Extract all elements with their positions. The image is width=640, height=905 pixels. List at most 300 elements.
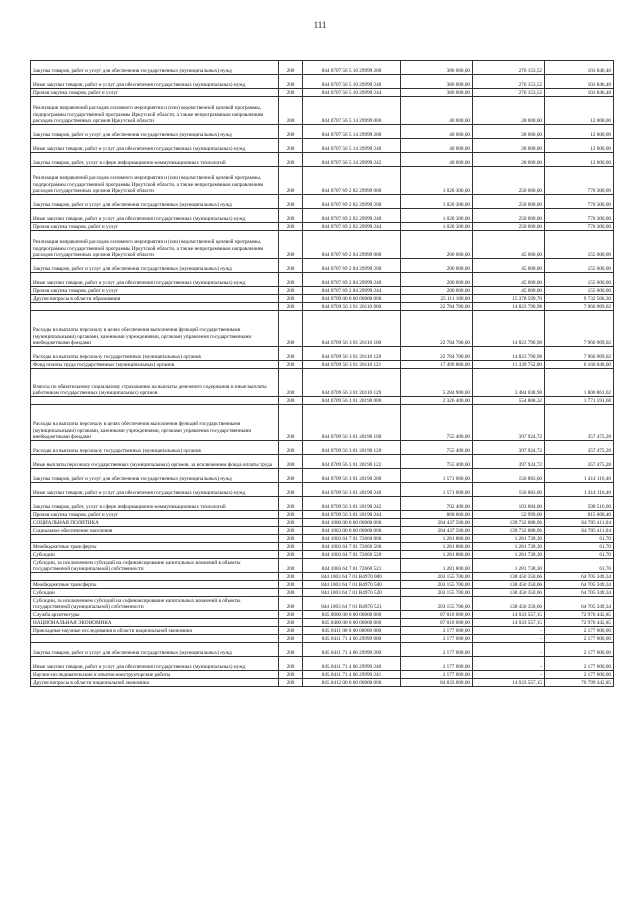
approved-amount: 2 177 000,00: [401, 643, 473, 657]
table-row: [31, 347, 614, 361]
budget-classification-code: 845 0411 71 4 06 29999 000: [303, 635, 401, 643]
table-row: [31, 397, 614, 405]
line-code: 200: [279, 273, 303, 287]
line-code: 200: [279, 195, 303, 209]
executed-amount: 138 450 350,66: [473, 589, 545, 597]
approved-amount: 40 000,00: [401, 125, 473, 139]
line-code: 200: [279, 573, 303, 581]
table-row: [31, 303, 614, 311]
unexecuted-amount: 7 960 909,02: [545, 303, 614, 311]
unexecuted-amount: 12 000,00: [545, 97, 614, 125]
executed-amount: 138 450 350,66: [473, 597, 545, 611]
budget-classification-code: 844 1003 64 7 01 R4970 520: [303, 589, 401, 597]
approved-amount: 2 177 000,00: [401, 657, 473, 671]
line-code: 200: [279, 303, 303, 311]
line-code: 200: [279, 311, 303, 347]
executed-amount: 139 732 088,96: [473, 519, 545, 527]
line-code: 200: [279, 581, 303, 589]
unexecuted-amount: 598 516,00: [545, 497, 614, 511]
unexecuted-amount: 2 177 000,00: [545, 635, 614, 643]
executed-amount: 45 000,00: [473, 273, 545, 287]
budget-classification-code: 845 0411 71 4 06 29999 200: [303, 643, 401, 657]
executed-amount: 14 033 557,15: [473, 619, 545, 627]
approved-amount: 40 000,00: [401, 153, 473, 167]
approved-amount: 1 281 800,00: [401, 551, 473, 559]
table-row: [31, 405, 614, 441]
expense-name: Закупка товаров, работ, услуг в сфере информационно-коммуникационных технологий: [31, 497, 279, 511]
approved-amount: 87 010 000,00: [401, 611, 473, 619]
approved-amount: 40 000,00: [401, 139, 473, 153]
approved-amount: 1 571 000,00: [401, 469, 473, 483]
line-code: 200: [279, 231, 303, 259]
executed-amount: 156 883,60: [473, 469, 545, 483]
table-row: [31, 671, 614, 679]
budget-classification-code: 844 0709 56 3 01 20110 000: [303, 303, 401, 311]
unexecuted-amount: 61,70: [545, 559, 614, 573]
budget-classification-code: 844 0707 56 5 10 29999 240: [303, 75, 401, 89]
expense-name: Субсидии, за исключением субсидий на софинансирование капитальных вложений в объекты государственной (муниципальной) собственности: [31, 597, 279, 611]
approved-amount: 40 000,00: [401, 97, 473, 125]
budget-classification-code: 844 0707 56 5 14 29999 242: [303, 153, 401, 167]
expense-name: Иные закупки товаров, работ и услуг для обеспечения государственных (муниципальных) нужд: [31, 657, 279, 671]
line-code: 200: [279, 483, 303, 497]
table-row: [31, 97, 614, 125]
executed-amount: -: [473, 627, 545, 635]
budget-classification-code: 844 0707 56 5 14 29999 240: [303, 139, 401, 153]
executed-amount: 250 000,00: [473, 195, 545, 209]
unexecuted-amount: 64 705 349,34: [545, 597, 614, 611]
executed-amount: 14 823 790,98: [473, 347, 545, 361]
expense-name: [31, 573, 279, 581]
unexecuted-amount: 12 000,00: [545, 125, 614, 139]
expense-name: Иные закупки товаров, работ и услуг для обеспечения государственных (муниципальных) нужд: [31, 209, 279, 223]
executed-amount: 103 884,00: [473, 497, 545, 511]
unexecuted-amount: 1 800 861,02: [545, 369, 614, 397]
line-code: 200: [279, 361, 303, 369]
budget-classification-code: 844 0707 69 2 02 29999 200: [303, 195, 401, 209]
approved-amount: 84 833 000,00: [401, 679, 473, 687]
unexecuted-amount: 1 771 591,68: [545, 397, 614, 405]
table-row: [31, 497, 614, 511]
line-code: 200: [279, 223, 303, 231]
expense-name: Другие вопросы в области национальной экономики: [31, 679, 279, 687]
page-number: 111: [313, 20, 327, 30]
expense-name: Расходы на выплаты персоналу государственных (муниципальных) органов: [31, 441, 279, 455]
approved-amount: 87 010 000,00: [401, 619, 473, 627]
executed-amount: 28 000,00: [473, 153, 545, 167]
executed-amount: 156 883,60: [473, 483, 545, 497]
line-code: 200: [279, 259, 303, 273]
executed-amount: -: [473, 657, 545, 671]
budget-classification-code: 844 0709 56 3 01 20190 100: [303, 405, 401, 441]
budget-classification-code: 844 0709 56 3 01 20110 121: [303, 361, 401, 369]
executed-amount: 14 823 790,98: [473, 303, 545, 311]
approved-amount: 1 281 800,00: [401, 543, 473, 551]
approved-amount: 702 400,00: [401, 497, 473, 511]
expense-name: [31, 535, 279, 543]
expense-name: Научно-исследовательские и опытно-конструкторские работы: [31, 671, 279, 679]
budget-classification-code: 844 0707 56 5 10 29999 200: [303, 61, 401, 75]
executed-amount: 1 281 738,30: [473, 551, 545, 559]
unexecuted-amount: 61,70: [545, 551, 614, 559]
table-row: [31, 195, 614, 209]
budget-classification-code: 844 0709 56 3 01 20190 000: [303, 397, 401, 405]
executed-amount: 397 924,72: [473, 405, 545, 441]
executed-amount: 45 000,00: [473, 287, 545, 295]
line-code: 200: [279, 441, 303, 455]
approved-amount: 2 177 000,00: [401, 671, 473, 679]
budget-classification-code: 844 0709 56 3 01 20190 244: [303, 511, 401, 519]
approved-amount: 203 155 700,00: [401, 589, 473, 597]
approved-amount: 1 020 300,00: [401, 209, 473, 223]
budget-classification-code: 844 0709 56 3 01 20110 100: [303, 311, 401, 347]
line-code: 200: [279, 469, 303, 483]
table-row: [31, 511, 614, 519]
approved-amount: 868 600,00: [401, 511, 473, 519]
table-row: [31, 519, 614, 527]
unexecuted-amount: 64 705 349,34: [545, 589, 614, 597]
executed-amount: 3 484 038,98: [473, 369, 545, 397]
budget-classification-code: 844 0707 69 2 04 29999 240: [303, 273, 401, 287]
approved-amount: 2 177 000,00: [401, 635, 473, 643]
table-row: [31, 679, 614, 687]
budget-classification-code: 844 0707 69 2 04 29999 200: [303, 259, 401, 273]
approved-amount: 25 111 100,00: [401, 295, 473, 303]
line-code: 200: [279, 61, 303, 75]
unexecuted-amount: 155 000,00: [545, 259, 614, 273]
executed-amount: 554 808,32: [473, 397, 545, 405]
expense-name: Закупка товаров, работ, услуг в сфере информационно-коммуникационных технологий: [31, 153, 279, 167]
line-code: 200: [279, 167, 303, 195]
expense-name: Закупка товаров, работ и услуг для обеспечения государственных (муниципальных) нужд: [31, 469, 279, 483]
table-row: [31, 543, 614, 551]
table-row: [31, 153, 614, 167]
executed-amount: 28 000,00: [473, 139, 545, 153]
unexecuted-amount: 357 475,28: [545, 455, 614, 469]
table-row: [31, 627, 614, 635]
budget-classification-code: 844 0707 69 2 02 29999 244: [303, 223, 401, 231]
table-row: [31, 295, 614, 303]
unexecuted-amount: 155 000,00: [545, 273, 614, 287]
executed-amount: 14 033 557,15: [473, 679, 545, 687]
unexecuted-amount: 155 000,00: [545, 231, 614, 259]
budget-table: [30, 60, 614, 687]
line-code: 200: [279, 535, 303, 543]
line-code: 200: [279, 679, 303, 687]
executed-amount: 28 000,00: [473, 125, 545, 139]
approved-amount: 203 155 700,00: [401, 573, 473, 581]
approved-amount: 2 177 000,00: [401, 627, 473, 635]
unexecuted-amount: 1 414 116,40: [545, 483, 614, 497]
line-code: 200: [279, 551, 303, 559]
expense-name: Расходы на выплаты персоналу государственных (муниципальных) органов: [31, 347, 279, 361]
expense-name: Прочая закупка товаров, работ и услуг: [31, 287, 279, 295]
line-code: 200: [279, 671, 303, 679]
budget-classification-code: 844 1003 64 7 01 R4970 500: [303, 581, 401, 589]
executed-amount: 276 153,52: [473, 61, 545, 75]
line-code: 200: [279, 597, 303, 611]
table-row: [31, 535, 614, 543]
table-row: [31, 643, 614, 657]
budget-classification-code: 844 0707 69 2 04 29999 244: [303, 287, 401, 295]
line-code: 200: [279, 125, 303, 139]
line-code: 200: [279, 497, 303, 511]
budget-classification-code: 844 1003 64 7 01 72660 521: [303, 559, 401, 573]
approved-amount: 203 155 700,00: [401, 597, 473, 611]
executed-amount: -: [473, 635, 545, 643]
expense-name: Прочая закупка товаров, работ и услуг: [31, 89, 279, 97]
line-code: 200: [279, 619, 303, 627]
unexecuted-amount: 64 705 349,34: [545, 581, 614, 589]
approved-amount: 755 400,00: [401, 455, 473, 469]
unexecuted-amount: 103 846,48: [545, 75, 614, 89]
unexecuted-amount: 61,70: [545, 543, 614, 551]
unexecuted-amount: 770 300,00: [545, 223, 614, 231]
expense-name: Взносы по обязательному социальному страхованию на выплаты денежного содержания и иные выплаты работникам государственных (муниципальных) органов: [31, 369, 279, 397]
budget-classification-code: 845 0411 00 0 00 00000 000: [303, 627, 401, 635]
expense-name: [31, 303, 279, 311]
budget-classification-code: 844 0707 56 5 10 29999 244: [303, 89, 401, 97]
unexecuted-amount: 72 976 442,85: [545, 611, 614, 619]
unexecuted-amount: 103 846,48: [545, 89, 614, 97]
line-code: 200: [279, 611, 303, 619]
executed-amount: 15 378 599,70: [473, 295, 545, 303]
table-row: [31, 167, 614, 195]
executed-amount: 11 339 752,00: [473, 361, 545, 369]
expense-name: Межбюджетные трансферты: [31, 543, 279, 551]
approved-amount: 1 020 300,00: [401, 167, 473, 195]
expense-name: Расходы на выплаты персоналу в целях обеспечения выполнения функций государственными (муниципальными) органами, казенными учреждениями, органами управления государственными внебюджетными фондами: [31, 311, 279, 347]
approved-amount: 5 284 900,00: [401, 369, 473, 397]
expense-name: Закупка товаров, работ и услуг для обеспечения государственных (муниципальных) нужд: [31, 125, 279, 139]
expense-name: Закупка товаров, работ и услуг для обеспечения государственных (муниципальных) нужд: [31, 259, 279, 273]
approved-amount: 2 326 400,00: [401, 397, 473, 405]
approved-amount: 755 400,00: [401, 405, 473, 441]
line-code: 200: [279, 97, 303, 125]
unexecuted-amount: 7 960 909,02: [545, 347, 614, 361]
budget-classification-code: 844 1003 64 7 01 72660 500: [303, 543, 401, 551]
expense-name: Прочая закупка товаров, работ и услуг: [31, 223, 279, 231]
expense-name: Иные закупки товаров, работ и услуг для обеспечения государственных (муниципальных) нужд: [31, 75, 279, 89]
table-row: [31, 369, 614, 397]
approved-amount: 200 000,00: [401, 231, 473, 259]
executed-amount: 45 000,00: [473, 231, 545, 259]
line-code: 200: [279, 657, 303, 671]
executed-amount: 139 732 088,96: [473, 527, 545, 535]
budget-classification-code: 844 0709 56 3 01 20190 240: [303, 483, 401, 497]
table-row: [31, 619, 614, 627]
expense-name: Фонд оплаты труда государственных (муниципальных) органов: [31, 361, 279, 369]
line-code: 200: [279, 397, 303, 405]
line-code: 200: [279, 153, 303, 167]
executed-amount: 52 999,60: [473, 511, 545, 519]
approved-amount: 1 571 000,00: [401, 483, 473, 497]
budget-classification-code: 844 0707 56 5 14 29999 000: [303, 97, 401, 125]
table-row: [31, 483, 614, 497]
line-code: 200: [279, 89, 303, 97]
budget-classification-code: 844 0707 69 2 04 29999 000: [303, 231, 401, 259]
approved-amount: 17 499 800,00: [401, 361, 473, 369]
budget-classification-code: 844 1003 64 7 01 R4970 521: [303, 597, 401, 611]
table-row: [31, 125, 614, 139]
budget-classification-code: 844 1003 64 7 01 72660 000: [303, 535, 401, 543]
approved-amount: 204 437 500,00: [401, 519, 473, 527]
executed-amount: 397 924,72: [473, 455, 545, 469]
line-code: 200: [279, 635, 303, 643]
executed-amount: 1 281 738,30: [473, 559, 545, 573]
executed-amount: -: [473, 643, 545, 657]
expense-name: Субсидии: [31, 551, 279, 559]
line-code: 200: [279, 75, 303, 89]
line-code: 200: [279, 347, 303, 361]
expense-name: Реализация направлений расходов основного мероприятия и (или) ведомственной целевой программы, подпрограммы государственной программы Иркутской области, а также непрограммным направлениям расходов государственных органов Иркутской области: [31, 231, 279, 259]
approved-amount: 22 784 700,00: [401, 303, 473, 311]
table-row: [31, 597, 614, 611]
executed-amount: 250 000,00: [473, 167, 545, 195]
budget-classification-code: 845 0411 71 4 06 29999 240: [303, 657, 401, 671]
executed-amount: 28 000,00: [473, 97, 545, 125]
executed-amount: 276 153,52: [473, 89, 545, 97]
unexecuted-amount: 61,70: [545, 535, 614, 543]
line-code: 200: [279, 139, 303, 153]
table-row: [31, 209, 614, 223]
unexecuted-amount: 72 976 442,85: [545, 619, 614, 627]
executed-amount: 138 450 350,66: [473, 573, 545, 581]
table-row: [31, 231, 614, 259]
executed-amount: 1 281 738,30: [473, 543, 545, 551]
line-code: 200: [279, 519, 303, 527]
table-row: [31, 455, 614, 469]
approved-amount: 204 437 500,00: [401, 527, 473, 535]
budget-classification-code: 844 0709 56 3 01 20110 129: [303, 369, 401, 397]
table-row: [31, 581, 614, 589]
unexecuted-amount: 2 177 000,00: [545, 671, 614, 679]
expense-name: Иные закупки товаров, работ и услуг для обеспечения государственных (муниципальных) нужд: [31, 483, 279, 497]
expense-name: Социальное обеспечение населения: [31, 527, 279, 535]
line-code: 200: [279, 543, 303, 551]
unexecuted-amount: 1 414 116,40: [545, 469, 614, 483]
budget-classification-code: 844 0709 56 3 01 20190 200: [303, 469, 401, 483]
approved-amount: 200 000,00: [401, 273, 473, 287]
expense-name: Закупка товаров, работ и услуг для обеспечения государственных (муниципальных) нужд: [31, 643, 279, 657]
unexecuted-amount: 9 732 500,30: [545, 295, 614, 303]
approved-amount: 22 784 700,00: [401, 347, 473, 361]
budget-classification-code: 845 0411 71 4 06 29999 241: [303, 671, 401, 679]
table-row: [31, 657, 614, 671]
budget-table-body: [31, 61, 614, 687]
unexecuted-amount: 2 177 000,00: [545, 627, 614, 635]
table-row: [31, 89, 614, 97]
line-code: 200: [279, 589, 303, 597]
expense-name: Реализация направлений расходов основного мероприятия и (или) ведомственной целевой программы, подпрограммы государственной программы Иркутской области, а также непрограммным направлениям расходов государственных органов Иркутской области: [31, 167, 279, 195]
unexecuted-amount: 770 300,00: [545, 195, 614, 209]
approved-amount: 755 400,00: [401, 441, 473, 455]
budget-classification-code: 844 0709 56 3 01 20190 242: [303, 497, 401, 511]
executed-amount: 138 450 350,66: [473, 581, 545, 589]
unexecuted-amount: 2 177 000,00: [545, 643, 614, 657]
approved-amount: 380 000,00: [401, 89, 473, 97]
approved-amount: 22 784 700,00: [401, 311, 473, 347]
table-row: [31, 61, 614, 75]
expense-name: Реализация направлений расходов основного мероприятия и (или) ведомственной целевой программы, подпрограммы государственной программы Иркутской области, а также непрограммным направлениям расходов государственных органов Иркутской области: [31, 97, 279, 125]
budget-classification-code: 844 0707 69 2 02 29999 000: [303, 167, 401, 195]
line-code: 200: [279, 643, 303, 657]
executed-amount: -: [473, 671, 545, 679]
expense-name: Прикладные научные исследования в области национальной экономики: [31, 627, 279, 635]
budget-classification-code: 844 0709 56 3 01 20190 122: [303, 455, 401, 469]
table-row: [31, 361, 614, 369]
budget-classification-code: 845 0412 00 0 00 00000 000: [303, 679, 401, 687]
executed-amount: 250 000,00: [473, 209, 545, 223]
expense-name: Межбюджетные трансферты: [31, 581, 279, 589]
expense-name: Субсидии, за исключением субсидий на софинансирование капитальных вложений в объекты государственной (муниципальной) собственности: [31, 559, 279, 573]
expense-name: Иные закупки товаров, работ и услуг для обеспечения государственных (муниципальных) нужд: [31, 139, 279, 153]
unexecuted-amount: 70 799 442,85: [545, 679, 614, 687]
table-row: [31, 635, 614, 643]
budget-classification-code: 845 0400 00 0 00 00000 000: [303, 619, 401, 627]
line-code: 200: [279, 627, 303, 635]
budget-classification-code: 844 1003 00 0 00 00000 000: [303, 527, 401, 535]
expense-name: Иные выплаты персоналу государственных (муниципальных) органов, за исключением фонда оплаты труда: [31, 455, 279, 469]
executed-amount: 14 823 790,98: [473, 311, 545, 347]
table-row: [31, 223, 614, 231]
budget-classification-code: 844 1000 00 0 00 00000 000: [303, 519, 401, 527]
table-row: [31, 573, 614, 581]
line-code: 200: [279, 369, 303, 397]
line-code: 200: [279, 455, 303, 469]
line-code: 200: [279, 287, 303, 295]
budget-classification-code: 844 0707 69 2 02 29999 240: [303, 209, 401, 223]
unexecuted-amount: 2 177 000,00: [545, 657, 614, 671]
table-row: [31, 75, 614, 89]
line-code: 200: [279, 405, 303, 441]
approved-amount: 1 020 300,00: [401, 195, 473, 209]
executed-amount: 1 281 738,30: [473, 535, 545, 543]
expense-name: Закупка товаров, работ и услуг для обеспечения государственных (муниципальных) нужд: [31, 195, 279, 209]
line-code: 200: [279, 295, 303, 303]
expense-name: Закупка товаров, работ и услуг для обеспечения государственных (муниципальных) нужд: [31, 61, 279, 75]
unexecuted-amount: 64 705 411,04: [545, 527, 614, 535]
table-row: [31, 311, 614, 347]
table-row: [31, 589, 614, 597]
approved-amount: 200 000,00: [401, 287, 473, 295]
approved-amount: 1 020 300,00: [401, 223, 473, 231]
table-row: [31, 611, 614, 619]
table-row: [31, 139, 614, 153]
line-code: 200: [279, 559, 303, 573]
expense-name: Иные закупки товаров, работ и услуг для обеспечения государственных (муниципальных) нужд: [31, 273, 279, 287]
executed-amount: 397 924,72: [473, 441, 545, 455]
table-row: [31, 527, 614, 535]
budget-classification-code: 844 1003 64 7 01 72660 520: [303, 551, 401, 559]
approved-amount: 200 000,00: [401, 259, 473, 273]
unexecuted-amount: 357 475,28: [545, 405, 614, 441]
approved-amount: 203 155 700,00: [401, 581, 473, 589]
expense-name: Служба архитектуры: [31, 611, 279, 619]
unexecuted-amount: 12 000,00: [545, 153, 614, 167]
unexecuted-amount: 64 705 349,34: [545, 573, 614, 581]
executed-amount: 14 033 557,15: [473, 611, 545, 619]
expense-name: Прочая закупка товаров, работ и услуг: [31, 511, 279, 519]
expense-name: Расходы на выплаты персоналу в целях обеспечения выполнения функций государственными (муниципальными) органами, казенными учреждениями, органами управления государственными внебюджетными фондами: [31, 405, 279, 441]
unexecuted-amount: 770 300,00: [545, 167, 614, 195]
unexecuted-amount: 155 000,00: [545, 287, 614, 295]
budget-classification-code: 844 1003 64 7 01 R4970 000: [303, 573, 401, 581]
approved-amount: 1 281 800,00: [401, 535, 473, 543]
unexecuted-amount: 103 846,48: [545, 61, 614, 75]
line-code: 200: [279, 527, 303, 535]
table-row: [31, 551, 614, 559]
